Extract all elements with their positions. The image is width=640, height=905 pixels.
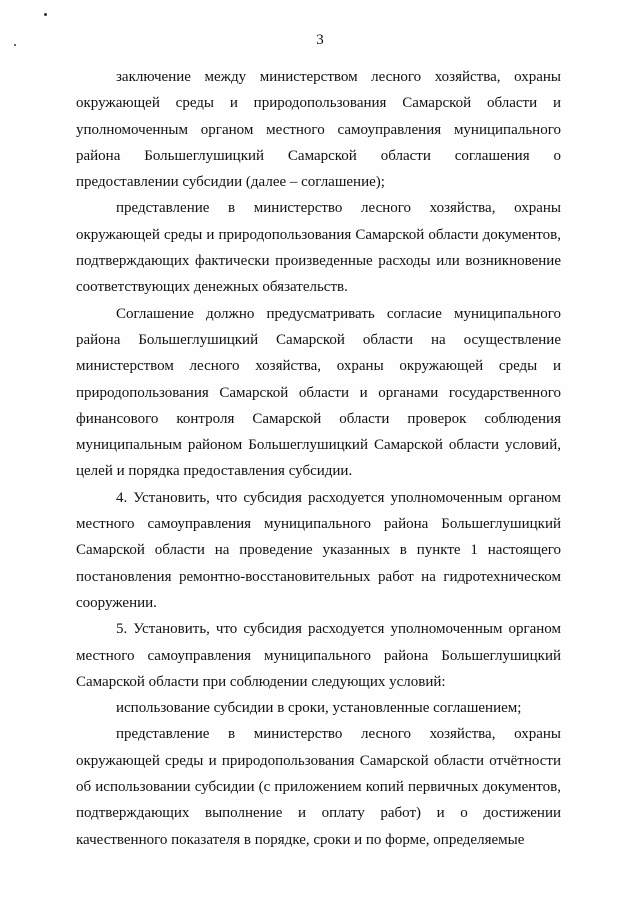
document-body [76,64,561,853]
paragraph-agreement-consent: Соглашение должно предусматривать согласие муниципального района Большеглушицкий Самарской области на осуществление министерством лесного хозяйства, охраны окружающей среды и природопользования Самарской области и органами государственного финансового контроля Самарской области проверок соблюдения муниципальным районом Большеглушицкий Самарской области условий, целей и порядка предоставления субсидии. [76,305,561,480]
paragraph-documents-submission: представление в министерство лесного хозяйства, охраны окружающей среды и природопользования Самарской области документов, подтверждающих фактически произведенные расходы или возникновение соответствующих денежных обязательств. [76,200,561,296]
paragraph-condition-reporting: представление в министерство лесного хозяйства, охраны окружающей среды и природопользования Самарской области отчётности об использовании субсидии (с приложением копий первичных документов, подтверждающих выполнение и оплату работ) и о достижении качественного показателя в порядке, сроки и по форме, определяемые [76,726,561,848]
page-number: 3 [316,32,324,48]
paragraph-condition-deadlines: использование субсидии в сроки, установленные соглашением; [116,700,522,717]
paragraph-agreement-conclusion: заключение между министерством лесного хозяйства, охраны окружающей среды и природопользования Самарской области и уполномоченным органом местного самоуправления муниципального района Большеглушицкий Самарской области соглашения о предоставлении субсидии (далее – соглашение); [76,69,561,191]
paragraph-item-5: 5. Установить, что субсидия расходуется уполномоченным органом местного самоуправления муниципального района Большеглушицкий Самарской области при соблюдении следующих условий: [76,621,561,690]
paragraph-item-4: 4. Установить, что субсидия расходуется уполномоченным органом местного самоуправления муниципального района Большеглушицкий Самарской области на проведение указанных в пункте 1 настоящего постановления ремонтно-восстановительных работ на гидротехническом сооружении. [76,489,561,611]
scan-speck [44,13,47,16]
